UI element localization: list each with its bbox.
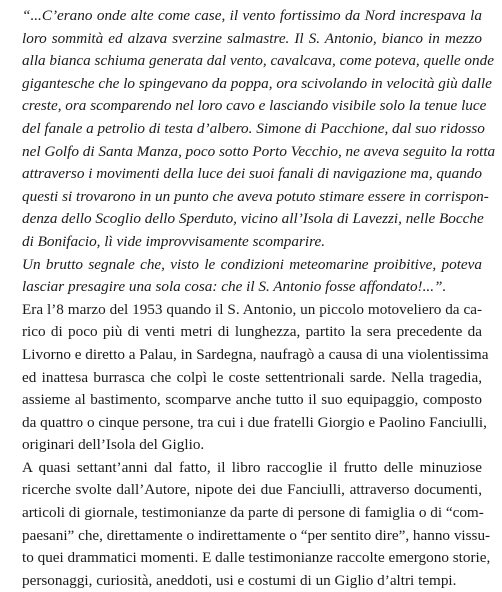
- quote-line: di Bonifacio, lì vide improvvisamente scomparire.: [22, 232, 325, 250]
- paragraph-line: da quattro o cinque persone, tra cui i due fratelli Giorgio e Paolino Fanciulli,: [22, 413, 487, 431]
- quote-line: lasciar presagire una sola cosa: che il S. Antonio fosse affondato!...”.: [22, 278, 447, 296]
- quote-line: questi si trovarono in un punto che aveva potuto stimare essere in corrispon-: [22, 187, 489, 205]
- paragraph-line: personaggi, curiosità, aneddoti, usi e costumi di un Giglio d’altri tempi.: [22, 571, 457, 589]
- paragraph-line: paesani” che, direttamente o indirettamente o “per sentito dire”, hanno vissu-: [22, 526, 491, 544]
- paragraph-line: rico di poco più di venti metri di lunghezza, partito la sera precedente da: [22, 323, 482, 341]
- paragraph-line: assieme al bastimento, scomparve anche tutto il suo equipaggio, composto: [22, 391, 482, 409]
- paragraph-line: Livorno e diretto a Palau, in Sardegna, naufragò a causa di una violentissima: [22, 345, 489, 363]
- quote-line: del fanale a petrolio di testa d’albero. Simone di Pacchione, dal suo ridosso: [22, 119, 485, 137]
- paragraph-line: ricerche svolte dall’Autore, nipote dei due Fanciulli, attraverso documenti,: [22, 481, 482, 499]
- paragraph-line: A quasi settant’anni dal fatto, il libro raccoglie il frutto delle minuziose: [22, 458, 482, 476]
- quote-line: loro sommità ed alzava sverzine salmastre. Il S. Antonio, bianco in mezzo: [22, 29, 482, 47]
- opening-quote: [22, 5, 496, 299]
- paragraph-line: originari dell’Isola del Giglio.: [22, 436, 205, 454]
- quote-line: “...C’erano onde alte come case, il vento fortissimo da Nord increspava la: [22, 7, 482, 24]
- book-blurb: [22, 5, 496, 592]
- quote-line: gigantesche che lo spingevano da poppa, ora scivolando in velocità giù dalle: [22, 74, 492, 92]
- paragraph-book-summary: [22, 457, 491, 592]
- quote-line: creste, ora scomparendo nel loro cavo e lasciando visibile solo la tenue luce: [22, 97, 487, 115]
- paragraph-shipwreck: [22, 299, 489, 457]
- paragraph-line: to quei drammatici momenti. E dalle testimonianze raccolte emergono storie,: [22, 549, 491, 567]
- quote-line: nel Golfo di Santa Manza, poco sotto Porto Vecchio, ne aveva seguito la rotta: [22, 142, 496, 160]
- quote-line: denza dello Scoglio dello Sperduto, vicino all’Isola di Lavezzi, nelle Bocche: [22, 210, 484, 228]
- quote-line: attraverso i movimenti della luce dei suoi fanali di navigazione ma, quando: [22, 165, 482, 183]
- paragraph-line: Era l’8 marzo del 1953 quando il S. Antonio, un piccolo motoveliero da ca-: [22, 300, 482, 318]
- quote-line: alla bianca schiuma generata dal vento, cavalcava, come poteva, quelle onde: [22, 52, 494, 70]
- quote-line: Un brutto segnale che, visto le condizioni meteomarine proibitive, poteva: [22, 255, 482, 273]
- paragraph-line: articoli di giornale, testimonianze da parte di persone di famiglia o di “com-: [22, 504, 484, 522]
- paragraph-line: ed inattesa burrasca che colpì le coste settentrionali sarde. Nella tragedia,: [22, 368, 482, 386]
